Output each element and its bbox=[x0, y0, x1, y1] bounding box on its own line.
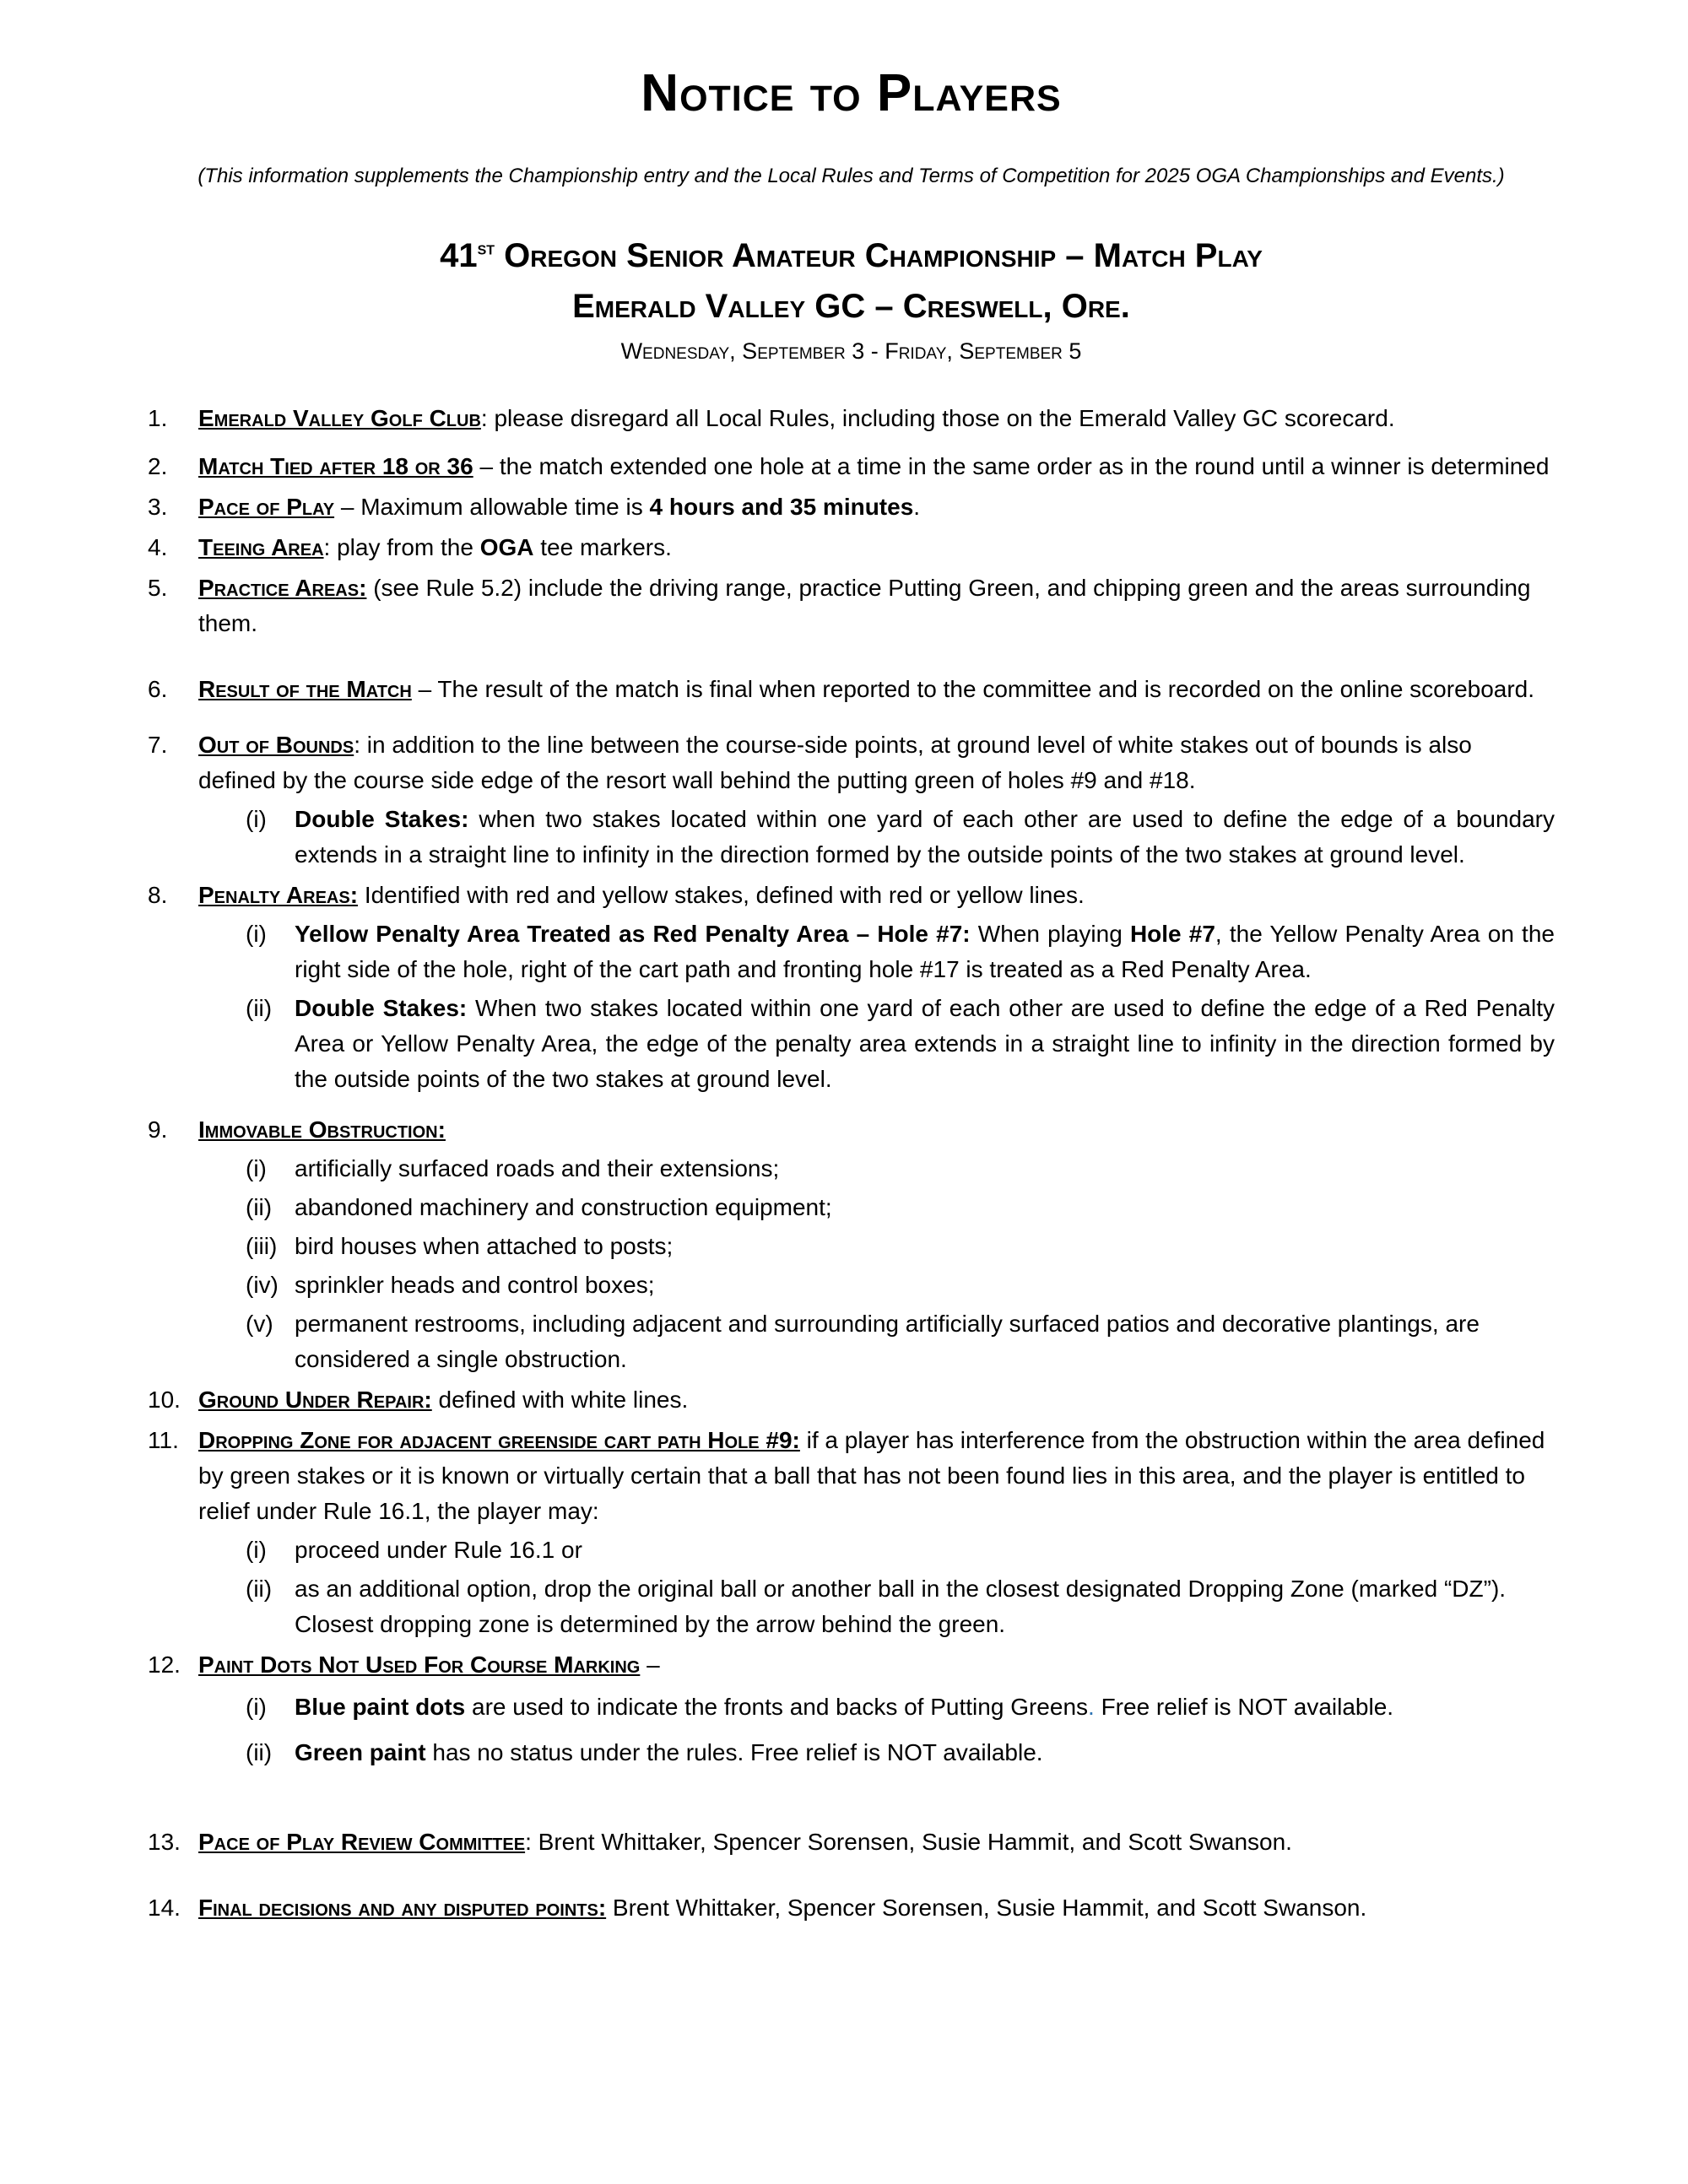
sub-item bbox=[246, 1689, 1555, 1725]
sub-item-text bbox=[295, 1306, 1555, 1377]
list-item bbox=[148, 727, 1555, 873]
list-item bbox=[148, 1890, 1555, 1926]
item-text bbox=[198, 401, 1555, 436]
item-body bbox=[198, 1890, 1555, 1926]
text-segment: Teeing Area bbox=[198, 533, 324, 560]
sub-item-text bbox=[295, 1268, 1555, 1303]
sub-item-marker: (ii) bbox=[246, 1193, 273, 1220]
item-body bbox=[198, 1825, 1555, 1860]
item-body bbox=[198, 878, 1555, 1097]
sub-item-text bbox=[295, 1190, 1555, 1225]
text-segment: Paint Dots Not Used For Course Marking bbox=[198, 1651, 641, 1678]
sub-item-text bbox=[295, 991, 1555, 1097]
text-segment: : play from the bbox=[323, 533, 480, 560]
item-text bbox=[198, 449, 1555, 484]
item-text bbox=[198, 1890, 1555, 1926]
item-text bbox=[198, 1825, 1555, 1860]
text-segment: as an additional option, drop the original ball or another ball in the closest designated Dropping Zone (marked “DZ”). Closest dropping zone is determined by the arrow behind the green. bbox=[295, 1575, 1507, 1637]
sub-item bbox=[246, 1735, 1555, 1770]
item-number: 2. bbox=[148, 452, 168, 479]
text-segment: : in addition to the line between the course-side points, at ground level of white stakes out of bounds is also defined by the course side edge of the resort wall behind the putting green of holes #9 and #18. bbox=[198, 731, 1472, 793]
supplement-note: (This information supplements the Championship entry and the Local Rules and Terms of Competition for 2025 OGA Championships and Events.) bbox=[197, 165, 1505, 188]
text-segment: – Maximum allowable time is bbox=[334, 493, 650, 520]
item-text bbox=[198, 489, 1555, 525]
list-item bbox=[148, 1825, 1555, 1860]
text-segment: when two stakes located within one yard of each other are used to define the edge of a boundary extends in a straight line to infinity in the direction formed by the outside points of the two stakes at ground level. bbox=[295, 805, 1555, 868]
text-segment: – bbox=[640, 1651, 660, 1678]
dates-heading: Wednesday, September 3 - Friday, September 5 bbox=[620, 338, 1082, 365]
text-segment: Penalty Areas: bbox=[198, 881, 359, 908]
text-segment: abandoned machinery and construction equipment; bbox=[295, 1193, 832, 1220]
text-segment: OGA bbox=[479, 533, 534, 560]
text-segment: proceed under Rule 16.1 or bbox=[295, 1536, 582, 1563]
list-item bbox=[148, 1647, 1555, 1770]
sub-item-text bbox=[295, 916, 1555, 987]
item-number: 4. bbox=[148, 533, 168, 560]
sub-item bbox=[246, 991, 1555, 1097]
text-segment: permanent restrooms, including adjacent and surrounding artificially surfaced patios and decorative plantings, are considered a single obstruction. bbox=[295, 1310, 1480, 1372]
text-segment: (see Rule 5.2) include the driving range, practice Putting Green, and chipping green and the areas surrounding them. bbox=[198, 574, 1531, 636]
sub-item-marker: (iii) bbox=[246, 1232, 278, 1259]
text-segment: if a player has interference from the obstruction within the area defined by green stakes or it is known or virtually certain that a ball that has not been found lies in this area, and the player is entitled to relief under Rule 16.1, the player may: bbox=[198, 1426, 1545, 1524]
sub-item bbox=[246, 916, 1555, 987]
text-segment: , the Yellow Penalty Area on the right side of the hole, right of the cart path and fronting hole #17 is treated as a Red Penalty Area. bbox=[295, 920, 1555, 982]
championship-title: Oregon Senior Amateur Championship – Match Play bbox=[495, 237, 1263, 275]
text-segment: When playing bbox=[970, 920, 1130, 947]
sub-item-marker: (ii) bbox=[246, 994, 273, 1021]
text-segment: Dropping Zone for adjacent greenside cart path Hole #9: bbox=[198, 1426, 800, 1453]
sub-item-text bbox=[295, 802, 1555, 873]
item-text bbox=[198, 1647, 1555, 1683]
item-body bbox=[198, 489, 1555, 525]
item-body bbox=[198, 449, 1555, 484]
sub-item-text bbox=[295, 1571, 1555, 1642]
text-segment: are used to indicate the fronts and backs of Putting Greens bbox=[465, 1693, 1089, 1720]
text-segment: Green paint bbox=[295, 1738, 426, 1765]
item-text bbox=[198, 1423, 1555, 1529]
text-segment: : please disregard all Local Rules, including those on the Emerald Valley GC scorecard. bbox=[480, 404, 1395, 431]
text-segment: sprinkler heads and control boxes; bbox=[295, 1271, 655, 1298]
text-segment: Out of Bounds bbox=[198, 731, 354, 758]
sub-item-marker: (i) bbox=[246, 1536, 267, 1563]
list-item bbox=[148, 401, 1555, 436]
text-segment: Double Stakes: bbox=[295, 805, 469, 832]
item-text bbox=[198, 878, 1555, 913]
item-number: 7. bbox=[148, 731, 168, 758]
item-number: 13. bbox=[148, 1828, 181, 1855]
text-segment: – The result of the match is final when reported to the committee and is recorded on the online scoreboard. bbox=[411, 675, 1535, 702]
sub-item-marker: (i) bbox=[246, 805, 267, 832]
item-text bbox=[198, 672, 1555, 707]
sub-item-text bbox=[295, 1735, 1555, 1770]
sub-item bbox=[246, 1151, 1555, 1187]
text-segment: 4 hours and 35 minutes bbox=[649, 493, 914, 520]
text-segment: Free relief is NOT available. bbox=[1094, 1693, 1394, 1720]
item-number: 3. bbox=[148, 493, 168, 520]
item-text bbox=[198, 727, 1555, 798]
item-body bbox=[198, 672, 1555, 707]
sub-item bbox=[246, 802, 1555, 873]
ordinal-suffix: st bbox=[477, 236, 495, 259]
item-number: 6. bbox=[148, 675, 168, 702]
venue-heading: Emerald Valley GC – Creswell, Ore. bbox=[572, 288, 1130, 326]
item-number: 12. bbox=[148, 1651, 181, 1678]
item-number: 5. bbox=[148, 574, 168, 601]
sub-item-text bbox=[295, 1151, 1555, 1187]
text-segment: has no status under the rules. Free relief is NOT available. bbox=[425, 1738, 1043, 1765]
item-number: 14. bbox=[148, 1894, 181, 1921]
sub-item-text bbox=[295, 1689, 1555, 1725]
list-item bbox=[148, 672, 1555, 707]
sub-item bbox=[246, 1268, 1555, 1303]
sub-item-marker: (v) bbox=[246, 1310, 273, 1337]
item-number: 10. bbox=[148, 1386, 181, 1413]
item-body bbox=[198, 727, 1555, 873]
item-text bbox=[198, 530, 1555, 565]
text-segment: Brent Whittaker, Spencer Sorensen, Susie Hammit, and Scott Swanson. bbox=[606, 1894, 1367, 1921]
text-segment: Blue paint dots bbox=[295, 1693, 466, 1720]
notice-list bbox=[148, 401, 1555, 1926]
sub-item bbox=[246, 1190, 1555, 1225]
text-segment: Match Tied after 18 or 36 bbox=[198, 452, 473, 479]
item-body bbox=[198, 570, 1555, 641]
sub-item-marker: (i) bbox=[246, 920, 267, 947]
item-body bbox=[198, 1423, 1555, 1642]
text-segment: . bbox=[1088, 1693, 1095, 1720]
item-number: 8. bbox=[148, 881, 168, 908]
item-body bbox=[198, 1647, 1555, 1770]
sub-item-marker: (i) bbox=[246, 1693, 267, 1720]
text-segment: Double Stakes: bbox=[295, 994, 468, 1021]
item-text bbox=[198, 1382, 1555, 1418]
item-body bbox=[198, 1112, 1555, 1377]
item-number: 1. bbox=[148, 404, 168, 431]
text-segment: When two stakes located within one yard of each other are used to define the edge of a Red Penalty Area or Yellow Penalty Area, the edge of the penalty area extends in a straight line to infinity in the direction formed by the outside points of the two stakes at ground level. bbox=[295, 994, 1555, 1092]
text-segment: – the match extended one hole at a time in the same order as in the round until a winner is determined bbox=[473, 452, 1550, 479]
text-segment: tee markers. bbox=[533, 533, 672, 560]
sub-item bbox=[246, 1533, 1555, 1568]
item-text bbox=[198, 1112, 1555, 1148]
sub-item-marker: (ii) bbox=[246, 1738, 273, 1765]
text-segment: Pace of Play bbox=[198, 493, 335, 520]
text-segment: defined with white lines. bbox=[431, 1386, 689, 1413]
sub-item-marker: (ii) bbox=[246, 1575, 273, 1602]
list-item bbox=[148, 1382, 1555, 1418]
list-item bbox=[148, 878, 1555, 1097]
sub-item bbox=[246, 1571, 1555, 1642]
list-item bbox=[148, 530, 1555, 565]
text-segment: Emerald Valley Golf Club bbox=[198, 404, 481, 431]
document-title: Notice to Players bbox=[641, 64, 1062, 122]
text-segment: Final decisions and any disputed points: bbox=[198, 1894, 607, 1921]
item-text bbox=[198, 570, 1555, 641]
list-item bbox=[148, 1423, 1555, 1642]
championship-number: 41 bbox=[440, 237, 478, 275]
sub-item bbox=[246, 1229, 1555, 1264]
item-body bbox=[198, 530, 1555, 565]
championship-heading bbox=[148, 236, 1555, 275]
text-segment: Ground Under Repair: bbox=[198, 1386, 432, 1413]
list-item bbox=[148, 449, 1555, 484]
list-item bbox=[148, 489, 1555, 525]
text-segment: Hole #7 bbox=[1129, 920, 1215, 947]
sub-item-text bbox=[295, 1533, 1555, 1568]
item-number: 11. bbox=[148, 1426, 179, 1453]
text-segment: Result of the Match bbox=[198, 675, 412, 702]
text-segment: Identified with red and yellow stakes, defined with red or yellow lines. bbox=[358, 881, 1085, 908]
item-body bbox=[198, 401, 1555, 436]
text-segment: . bbox=[913, 493, 921, 520]
text-segment: Practice Areas: bbox=[198, 574, 367, 601]
sub-item-text bbox=[295, 1229, 1555, 1264]
text-segment: Immovable Obstruction: bbox=[198, 1116, 446, 1143]
text-segment: Pace of Play Review Committee bbox=[198, 1828, 526, 1855]
sub-item-marker: (i) bbox=[246, 1154, 267, 1181]
text-segment: : Brent Whittaker, Spencer Sorensen, Susie Hammit, and Scott Swanson. bbox=[525, 1828, 1292, 1855]
item-body bbox=[198, 1382, 1555, 1418]
item-number: 9. bbox=[148, 1116, 168, 1143]
text-segment: artificially surfaced roads and their extensions; bbox=[295, 1154, 780, 1181]
sub-item bbox=[246, 1306, 1555, 1377]
text-segment: Yellow Penalty Area Treated as Red Penalty Area – Hole #7: bbox=[295, 920, 971, 947]
text-segment: bird houses when attached to posts; bbox=[295, 1232, 674, 1259]
sub-item-marker: (iv) bbox=[246, 1271, 279, 1298]
list-item bbox=[148, 570, 1555, 641]
list-item bbox=[148, 1112, 1555, 1377]
